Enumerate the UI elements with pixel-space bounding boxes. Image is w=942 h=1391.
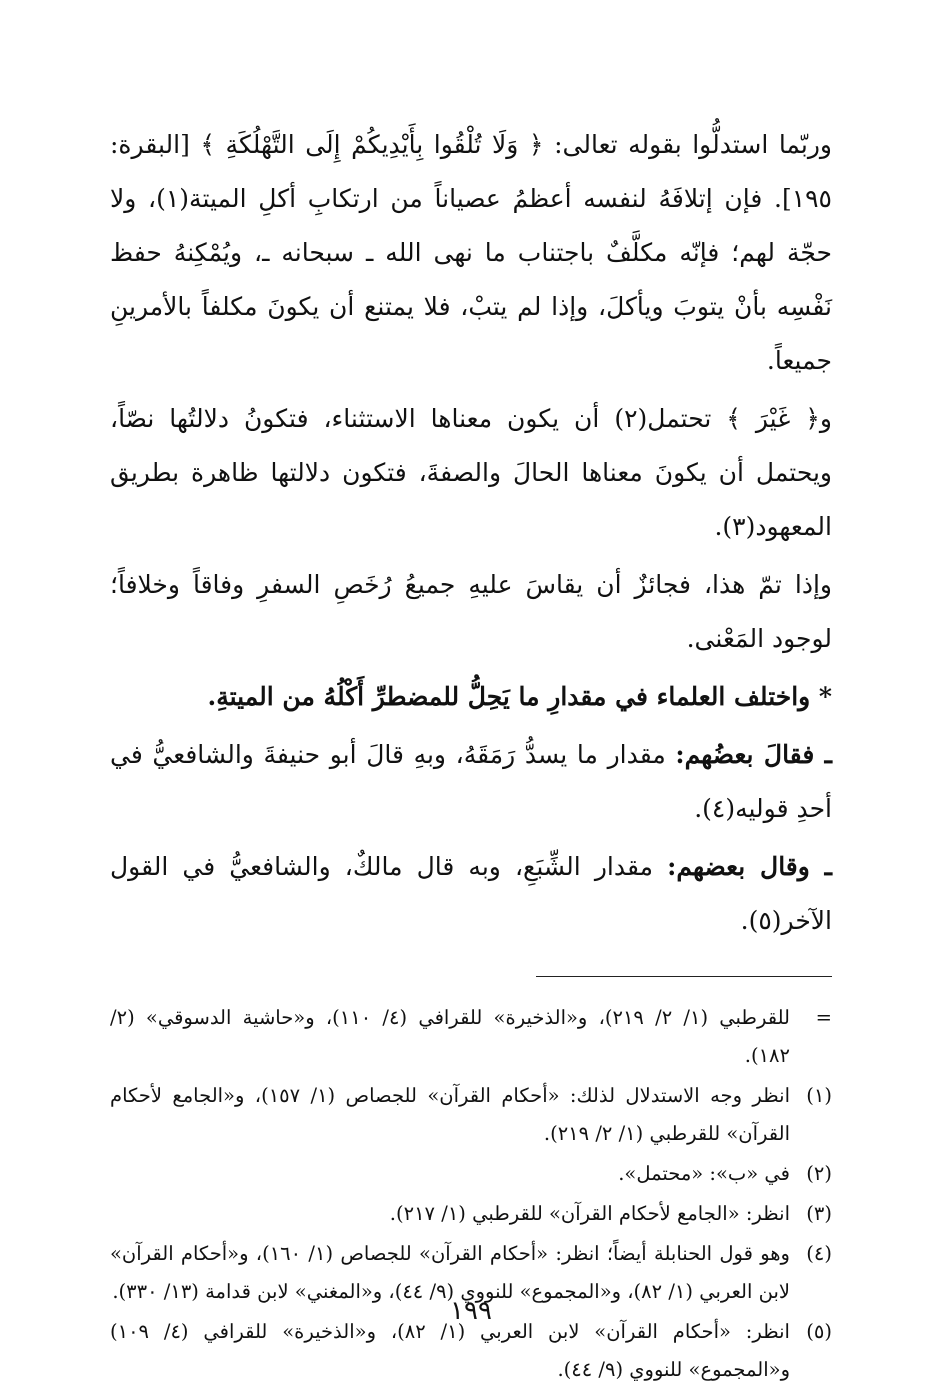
footnote-text: انظر: «أحكام القرآن» لابن العربي (١/ ٨٢)، و«الذخيرة» للقرافي (٤/ ١٠٩) و«المجموع» للنووي (٩/ ٤٤). — [110, 1320, 790, 1381]
footnote-text: للقرطبي (١/ ٢/ ٢١٩)، و«الذخيرة» للقرافي (٤/ ١١٠)، و«حاشية الدسوقي» (٢/ ١٨٢). — [110, 1006, 790, 1067]
footnote-number: (٥) — [806, 1320, 832, 1343]
footnote — [110, 999, 832, 1075]
footnote-number: (١) — [806, 1084, 832, 1107]
footnote — [110, 1155, 832, 1193]
footnote-number: (٤) — [806, 1242, 832, 1265]
section-heading: * واختلف العلماء في مقدارِ ما يَحِلُّ للمضطرِّ أَكْلُهُ من الميتةِ. — [207, 682, 832, 711]
footnote-text: وهو قول الحنابلة أيضاً؛ انظر: «أحكام القرآن» للجصاص (١/ ١٦٠)، و«أحكام القرآن» لابن العربي (١/ ٨٢)، و«المجموع» للنووي (٩/ ٤٤)، و«المغني» لابن قدامة (١٣/ ٣٣٠). — [110, 1242, 790, 1303]
footnote-separator — [536, 976, 832, 977]
footnote-text: انظر وجه الاستدلال لذلك: «أحكام القرآن» للجصاص (١/ ١٥٧)، و«الجامع لأحكام القرآن» للقرطبي (١/ ٢/ ٢١٩). — [110, 1084, 790, 1145]
page-content — [110, 118, 832, 1391]
paragraph-5-text: مقدار ما يسدُّ رَمَقَهُ، وبهِ قالَ أبو حنيفةَ والشافعيُّ في أحدِ قوليه(٤). — [110, 740, 832, 823]
footnote-text: في «ب»: «محتمل». — [618, 1162, 790, 1185]
paragraph-1: وربّما استدلُّوا بقوله تعالى: ﴿ وَلَا تُلْقُوا بِأَيْدِيكُمْ إِلَى التَّهْلُكَةِ ﴾ [البقرة: ١٩٥]. فإن إتلافَهُ لنفسه أعظمُ عصياناً من ارتكابِ أكلِ الميتة(١)، ولا حجّة لهم؛ فإنّه مكلَّفٌ باجتناب ما نهى الله ـ سبحانه ـ، ويُمْكِنهُ حفظ نَفْسِه بأنْ يتوبَ ويأكلَ، وإذا لم يتبْ، فلا يمتنع أن يكونَ مكلفاً بالأمرينِ جميعاً. — [110, 130, 832, 375]
footnote-number: (٣) — [806, 1202, 832, 1225]
footnote — [110, 1077, 832, 1153]
footnote-number: (٢) — [806, 1162, 832, 1185]
paragraph-6-lead: ـ وقال بعضهم: — [667, 852, 833, 881]
footnote — [110, 1195, 832, 1233]
paragraph-3: وإذا تمّ هذا، فجائزٌ أن يقاسَ عليهِ جميعُ رُخَصِ السفرِ وفاقاً وخلافاً؛ لوجود المَعْنى. — [110, 570, 832, 653]
paragraph-6 — [110, 840, 832, 948]
paragraph-6-text: مقدار الشِّبَعِ، وبه قال مالكٌ، والشافعيُّ في القول الآخر(٥). — [110, 852, 832, 935]
main-text — [110, 118, 832, 948]
footnotes — [110, 999, 832, 1389]
footnote-text: انظر: «الجامع لأحكام القرآن» للقرطبي (١/ ٢١٧). — [389, 1202, 790, 1225]
footnote-number: = — [815, 1006, 832, 1029]
paragraph-5-lead: ـ فقالَ بعضُهم: — [675, 740, 833, 769]
paragraph-5 — [110, 728, 832, 836]
paragraph-2: و﴿ غَيْرَ ﴾ تحتمل(٢) أن يكون معناها الاستثناء، فتكونُ دلالتُها نصّاً، ويحتمل أن يكونَ معناها الحالَ والصفةَ، فتكون دلالتها ظاهرة بطريق المعهود(٣). — [110, 404, 832, 541]
page-number: ١٩٩ — [450, 1296, 492, 1326]
